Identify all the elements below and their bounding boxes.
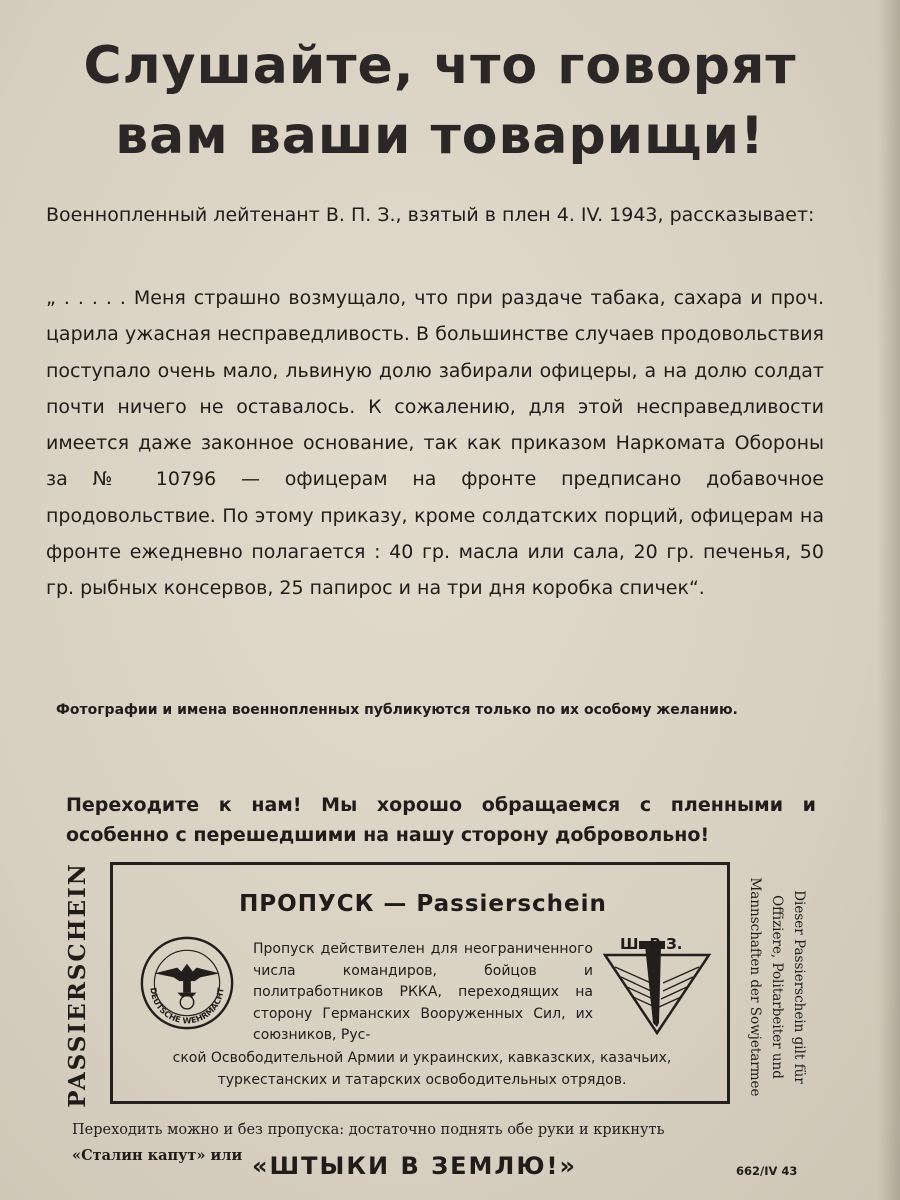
shvz-label: Ш. В З. <box>620 935 683 953</box>
intro-paragraph: Военнопленный лейтенант В. П. З., взятый в плен 4. IV. 1943, рассказывает: <box>46 204 815 226</box>
pass-tail-text: ской Освободительной Армии и украинских, кавказских, казачьих, туркестанских и татарских освободительных отрядов. <box>172 1050 672 1088</box>
paper-edge-shadow <box>878 0 900 1200</box>
pass-body-text: Пропуск действителен для неограниченного числа командиров, бойцов и политработников РККА, переходящих на сторону Германских Вооруженных Сил, их союзников, Рус- <box>253 941 593 1043</box>
footer-instruction: Переходить можно и без пропуска: достаточно поднять обе руки и крикнуть <box>72 1122 665 1138</box>
wehrmacht-eagle-seal <box>139 935 235 1031</box>
privacy-note: Фотографии и имена военнопленных публикуются только по их особому желанию. <box>56 702 738 718</box>
footer-stalin-phrase: «Сталин капут» или <box>72 1147 243 1164</box>
appeal-paragraph: Переходите к нам! Мы хорошо обращаемся с пленными и особенно с перешедшими на нашу сторону добровольно! <box>66 794 816 846</box>
headline-line-1: Слушайте, что говорят <box>83 36 797 96</box>
seal-text: DEUTSCHE WEHRMACHT <box>148 986 226 1026</box>
pass-title: ПРОПУСК — Passierschein <box>239 891 607 917</box>
passierschein-side-label: PASSIERSCHEIN <box>64 862 91 1108</box>
print-code: 662/IV 43 <box>736 1164 798 1178</box>
testimony-quote: „ . . . . . Меня страшно возмущало, что при раздаче табака, сахара и проч. царила ужасная несправедливость. В большинстве случаев продовольствия поступало очень мало, львиную долю забирали офицеры, а на долю солдат почти ничего не оставалось. К сожалению, для этой несправедливости имеется даже законное основание, так как приказом Наркомата Обороны за № 10796 — офицерам на фронте предписано добавочное продовольствие. По этому приказу, кроме солдатских порций, офицерам на фронте ежедневно полагается : 40 гр. масла или сала, 20 гр. печенья, 50 гр. рыбных консервов, 25 папирос и на три дня коробка спичек“. <box>46 287 824 600</box>
slogan: «ШТЫКИ В ЗЕМЛЮ!» <box>252 1152 577 1180</box>
pass-box <box>110 862 730 1104</box>
validity-side-note: Dieser Passierschein gilt für Offiziere, Politarbeiter und Mannschaften der Sowjetarmee <box>747 877 807 1097</box>
headline-line-2: вам ваши товарищи! <box>115 106 765 166</box>
